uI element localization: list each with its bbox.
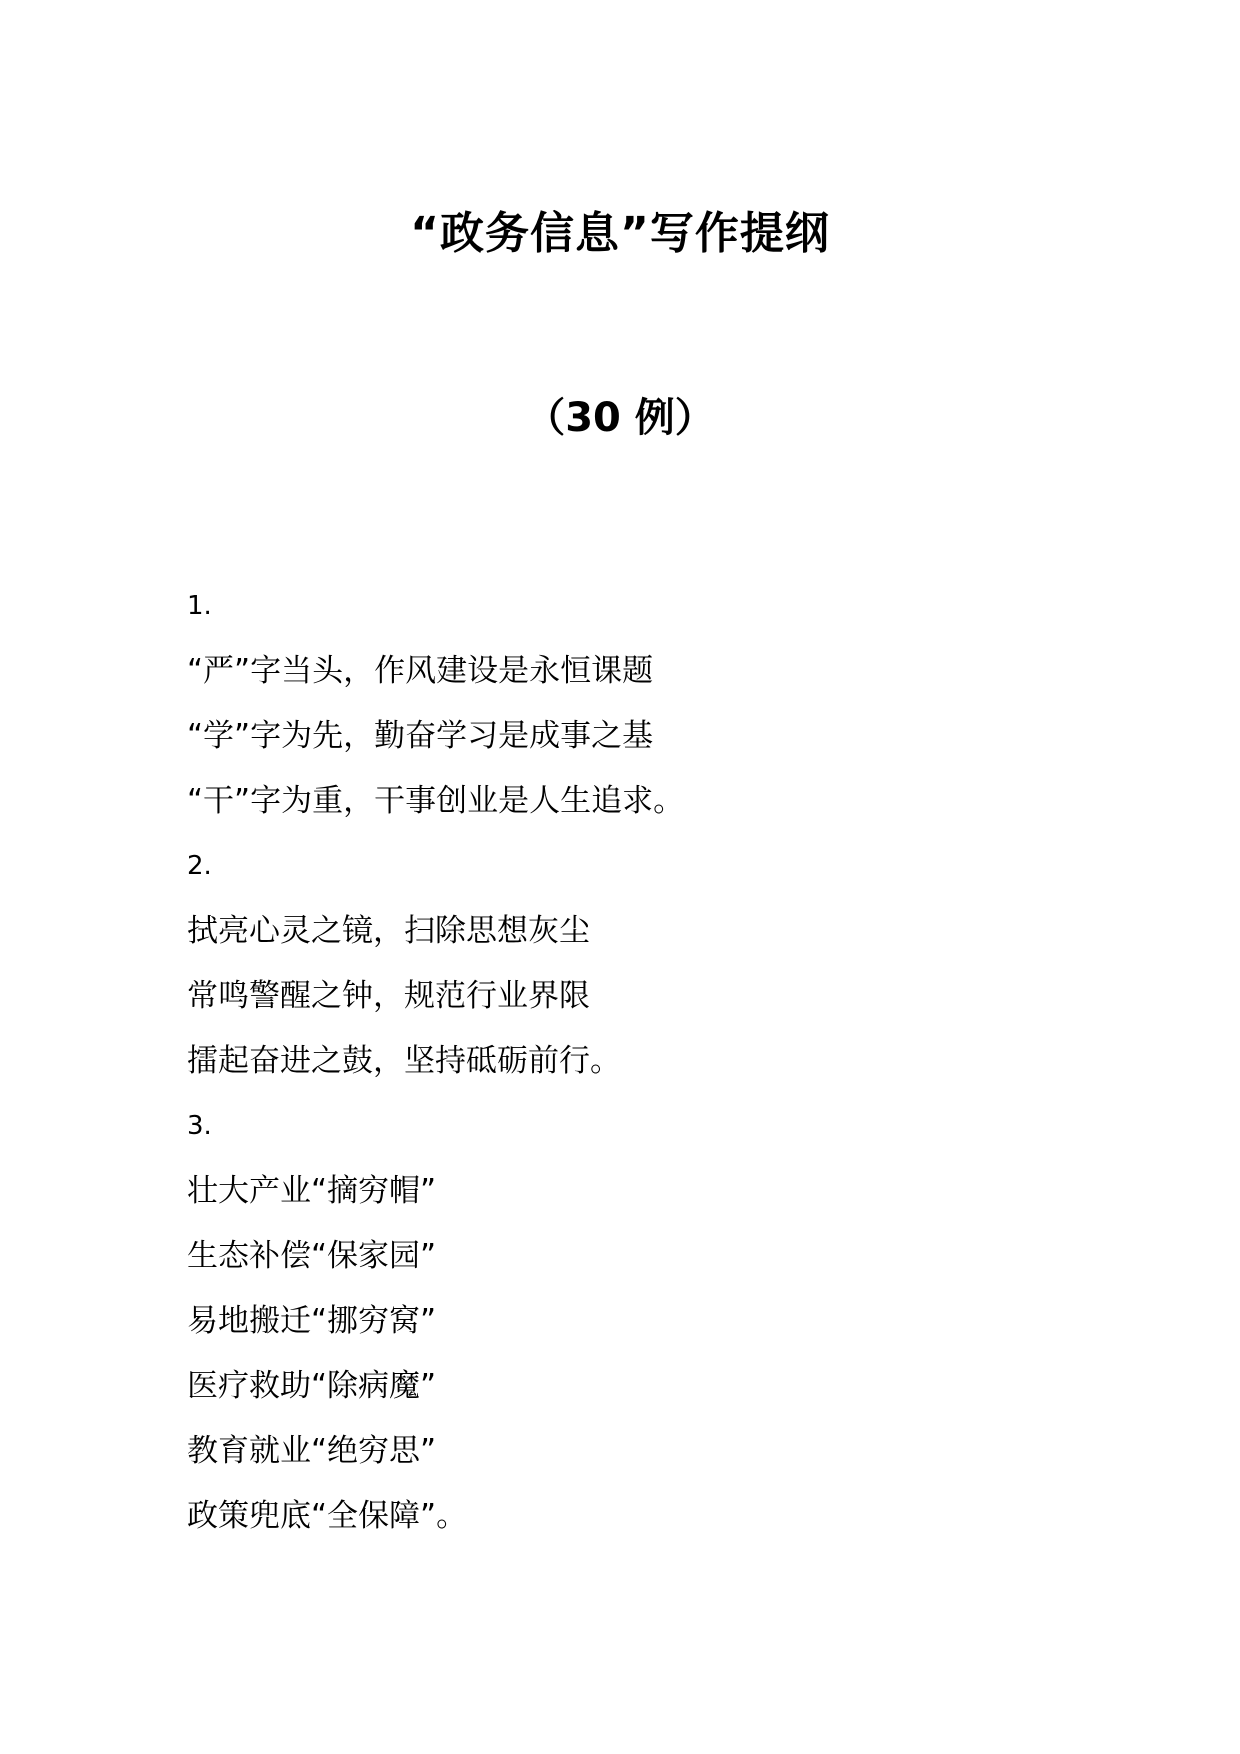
document-title: “政务信息”写作提纲 <box>410 208 830 259</box>
section-number: 3. <box>187 1111 212 1141</box>
section-line: 生态补偿“保家园” <box>187 1238 437 1274</box>
section-line: 政策兜底“全保障”。 <box>187 1498 468 1534</box>
section-number: 1. <box>187 591 212 621</box>
section-line: 易地搬迁“挪穷窝” <box>187 1303 437 1339</box>
section-line: 医疗救助“除病魔” <box>187 1368 437 1404</box>
section-line: 拭亮心灵之镜，扫除思想灰尘 <box>187 913 590 949</box>
section-line: 教育就业“绝穷思” <box>187 1433 437 1469</box>
section-line: “干”字为重，干事创业是人生追求。 <box>187 783 685 819</box>
section-line: “严”字当头，作风建设是永恒课题 <box>187 653 654 689</box>
section-line: “学”字为先，勤奋学习是成事之基 <box>187 718 654 754</box>
document-subtitle: （30 例） <box>525 395 715 441</box>
document-body <box>187 574 1087 1549</box>
section-line: 壮大产业“摘穷帽” <box>187 1173 437 1209</box>
section-line: 擂起奋进之鼓，坚持砥砺前行。 <box>187 1043 621 1079</box>
section-line: 常鸣警醒之钟，规范行业界限 <box>187 978 590 1014</box>
section-number: 2. <box>187 851 212 881</box>
